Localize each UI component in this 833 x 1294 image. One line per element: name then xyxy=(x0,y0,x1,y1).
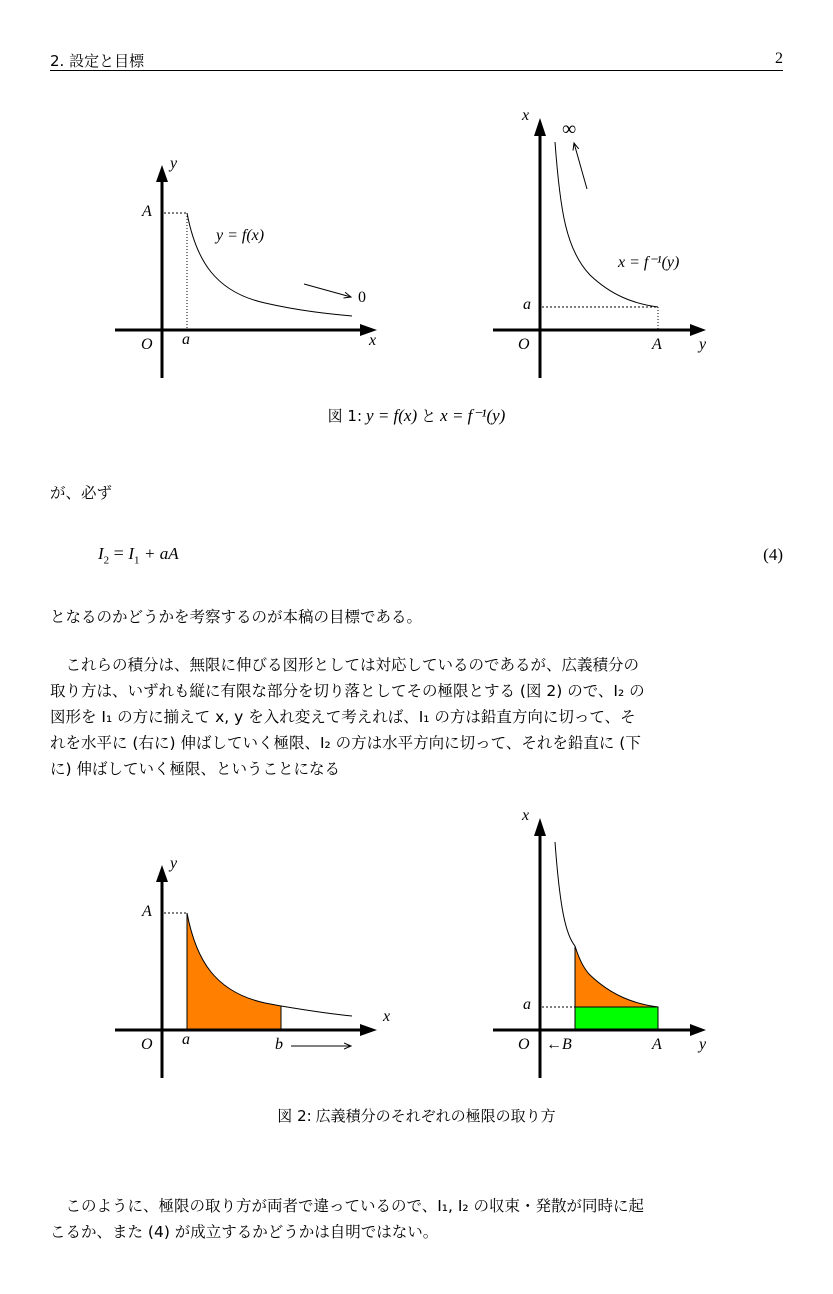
figure2-left-plot xyxy=(115,865,377,1078)
fig2-left-x-axis-label: x xyxy=(383,1008,391,1025)
fig2-right-a-label: a xyxy=(523,996,531,1013)
fig1-left-curve-label: y = f(x) xyxy=(216,227,265,244)
fig2-right-y-axis-label: y xyxy=(699,1036,707,1053)
fig1-left-origin-label: O xyxy=(141,336,153,353)
y-axis-arrowhead xyxy=(156,865,168,882)
y-axis-arrowhead xyxy=(156,165,168,182)
fig2-right-origin-label: O xyxy=(518,1036,530,1053)
text-line: が、必ず xyxy=(50,484,113,502)
fig1-right-origin-label: O xyxy=(518,336,530,353)
fig1-left-A-label: A xyxy=(142,203,152,220)
fig2-left-y-axis-label: y xyxy=(170,855,178,872)
x-axis-arrowhead xyxy=(690,1024,706,1036)
paragraph-2 xyxy=(50,1193,783,1245)
paragraph-1 xyxy=(50,652,783,782)
figure2-caption: 図 2: 広義積分のそれぞれの極限の取り方 xyxy=(277,1107,556,1125)
fig2-right-x-axis-label: x xyxy=(522,807,530,824)
fig1-right-curve-label: x = f⁻¹(y) xyxy=(618,254,680,271)
curve-tail xyxy=(281,1006,352,1016)
fig1-right-infinity-label: ∞ xyxy=(562,118,577,140)
fig1-right-A-label: A xyxy=(652,336,662,353)
curve-f-inverse xyxy=(555,842,575,946)
limit-arrow xyxy=(304,284,351,297)
shaded-region-orange xyxy=(575,946,658,1007)
fig2-left-origin-label: O xyxy=(141,1036,153,1053)
shaded-rect-green xyxy=(575,1007,658,1030)
y-axis-arrowhead xyxy=(534,118,546,136)
paragraph-line: に) 伸ばしていく極限、ということになる xyxy=(50,760,340,778)
paragraph-line: れを水平に (右に) 伸ばしていく極限、I₂ の方は水平方向に切って、それを鉛直に (下 xyxy=(50,734,641,752)
paragraph-line: 図形を I₁ の方に揃えて x, y を入れ変えて考えれば、I₁ の方は鉛直方向に切って、そ xyxy=(50,708,636,726)
x-axis-arrowhead xyxy=(360,1024,377,1036)
fig2-right-B-label: ←B xyxy=(546,1036,572,1053)
fig1-right-x-axis-label: x xyxy=(522,107,530,124)
figure1-caption: 図 1: y = f(x) と x = f⁻¹(y) xyxy=(327,406,506,425)
paragraph-line: このように、極限の取り方が両者で違っているので、I₁, I₂ の収束・発散が同時に起 xyxy=(65,1197,645,1215)
fig1-right-a-label: a xyxy=(523,296,531,313)
limit-arrow xyxy=(574,143,587,189)
fig1-right-y-axis-label: y xyxy=(699,336,707,353)
curve-f-inverse xyxy=(555,142,658,307)
fig1-left-x-axis-label: x xyxy=(369,332,377,349)
page-number: 2 xyxy=(775,50,783,67)
fig2-right-A-label: A xyxy=(652,1036,662,1053)
fig1-left-a-label: a xyxy=(182,331,190,348)
fig2-left-A-label: A xyxy=(142,903,152,920)
fig2-left-b-label: b xyxy=(275,1036,283,1053)
x-axis-arrowhead xyxy=(690,324,706,336)
y-axis-arrowhead xyxy=(534,818,546,836)
shaded-region-orange xyxy=(187,913,281,1030)
fig2-left-a-label: a xyxy=(182,1031,190,1048)
curve-f xyxy=(187,213,352,316)
fig1-left-limit-label: 0 xyxy=(358,289,366,306)
paragraph-line: これらの積分は、無限に伸びる図形としては対応しているのであるが、広義積分の xyxy=(65,656,640,674)
figure1-left-plot xyxy=(115,165,377,378)
paragraph-line: 取り方は、いずれも縦に有限な部分を切り落としてその極限とする (図 2) ので、I₂ の xyxy=(50,682,645,700)
fig1-left-y-axis-label: y xyxy=(170,155,178,172)
paragraph-line: こるか、また (4) が成立するかどうかは自明ではない。 xyxy=(50,1223,439,1241)
equation-4: $I_2 = I_1$ + aA xyxy=(98,543,179,567)
section-title: 2. 設定と目標 xyxy=(50,52,145,70)
equation-number: (4) xyxy=(763,545,783,564)
text-line: となるのかどうかを考察するのが本稿の目標である。 xyxy=(50,608,423,626)
